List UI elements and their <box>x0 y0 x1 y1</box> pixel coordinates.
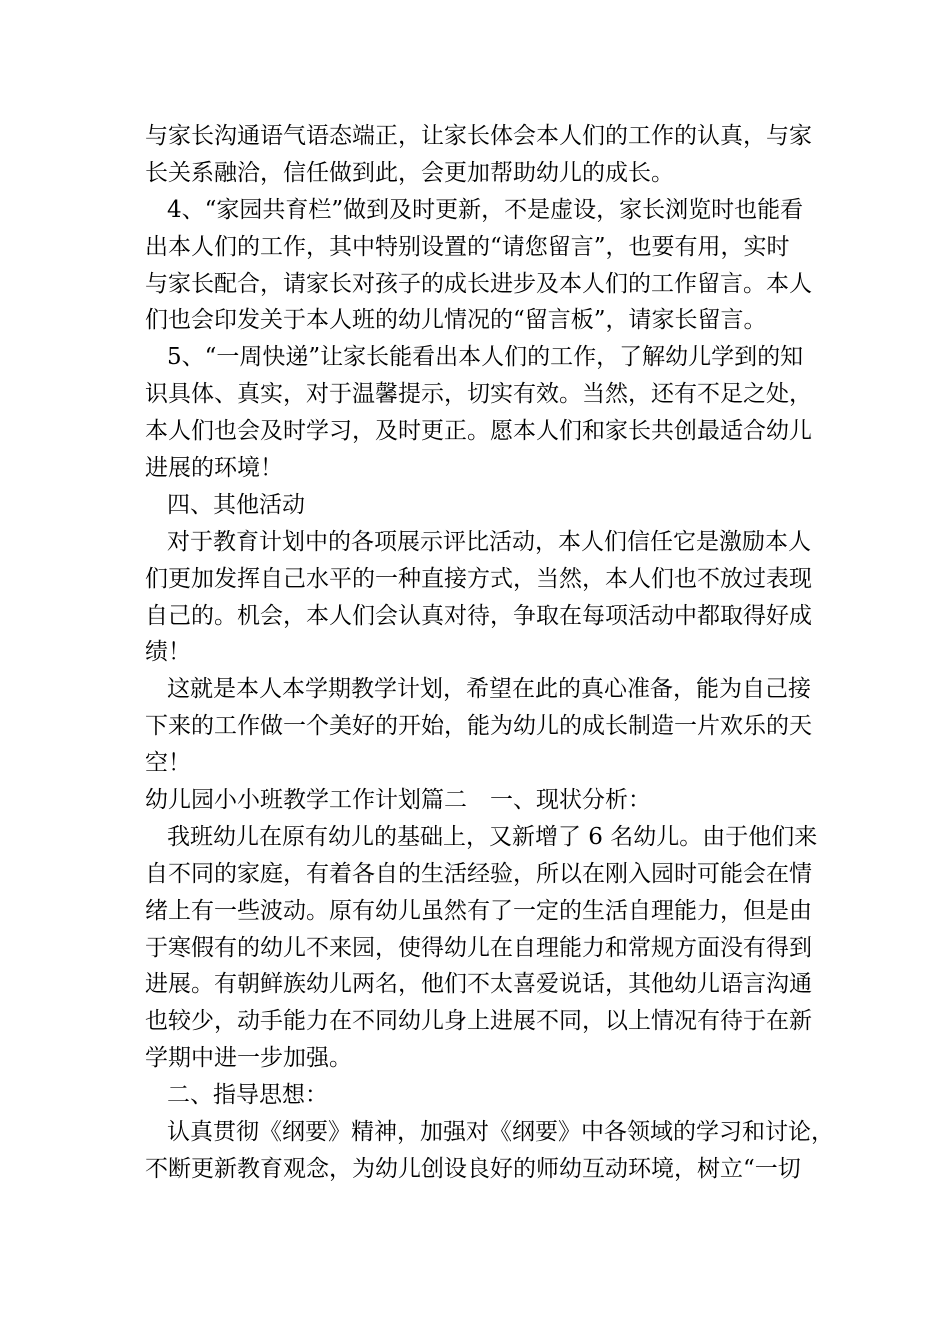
text-line: 认真贯彻《纲要》精神，加强对《纲要》中各领域的学习和讨论， <box>167 1119 834 1146</box>
text-line: 四、其他活动 <box>167 491 305 518</box>
text-line: 学期中进一步加强。 <box>145 1045 352 1072</box>
text-line: 于寒假有的幼儿不来园，使得幼儿在自理能力和常规方面没有得到 <box>145 934 812 961</box>
text-line: 我班幼儿在原有幼儿的基础上，又新增了 6 名幼儿。由于他们来 <box>167 823 818 850</box>
text-line: 绩！ <box>145 639 191 666</box>
text-line: 自己的。机会，本人们会认真对待，争取在每项活动中都取得好成 <box>145 602 812 629</box>
text-line: 4、“家园共育栏”做到及时更新，不是虚设，家长浏览时也能看 <box>167 196 804 223</box>
text-line: 们也会印发关于本人班的幼儿情况的“留言板”，请家长留言。 <box>145 307 767 334</box>
text-line: 绪上有一些波动。原有幼儿虽然有了一定的生活自理能力，但是由 <box>145 897 812 924</box>
text-line: 下来的工作做一个美好的开始，能为幼儿的成长制造一片欢乐的天 <box>145 713 812 740</box>
text-line: 这就是本人本学期教学计划，希望在此的真心准备，能为自己接 <box>167 676 811 703</box>
text-line: 空！ <box>145 750 191 777</box>
text-line: 二、指导思想： <box>167 1082 328 1109</box>
text-line: 进展。有朝鲜族幼儿两名，他们不太喜爱说话，其他幼儿语言沟通 <box>145 971 812 998</box>
text-line: 5、“一周快递”让家长能看出本人们的工作，了解幼儿学到的知 <box>167 344 804 371</box>
text-line: 与家长配合，请家长对孩子的成长进步及本人们的工作留言。本人 <box>145 270 812 297</box>
text-line: 自不同的家庭，有着各自的生活经验，所以在刚入园时可能会在情 <box>145 860 812 887</box>
text-line: 识具体、真实，对于温馨提示，切实有效。当然，还有不足之处， <box>145 381 812 408</box>
text-line: 进展的环境！ <box>145 455 283 482</box>
document-body <box>145 118 834 1188</box>
text-line: 长关系融洽，信任做到此，会更加帮助幼儿的成长。 <box>145 159 674 186</box>
text-line: 不断更新教育观念，为幼儿创设良好的师幼互动环境，树立“一切 <box>145 1155 801 1182</box>
text-line: 出本人们的工作，其中特别设置的“请您留言”，也要有用，实时 <box>145 233 790 260</box>
text-line: 幼儿园小小班教学工作计划篇二 一、现状分析： <box>145 787 651 814</box>
text-line: 本人们也会及时学习，及时更正。愿本人们和家长共创最适合幼儿 <box>145 418 812 445</box>
text-line: 也较少，动手能力在不同幼儿身上进展不同，以上情况有待于在新 <box>145 1008 812 1035</box>
text-line: 对于教育计划中的各项展示评比活动，本人们信任它是激励本人 <box>167 528 811 555</box>
text-line: 们更加发挥自己水平的一种直接方式，当然，本人们也不放过表现 <box>145 565 812 592</box>
text-line: 与家长沟通语气语态端正，让家长体会本人们的工作的认真，与家 <box>145 123 812 149</box>
